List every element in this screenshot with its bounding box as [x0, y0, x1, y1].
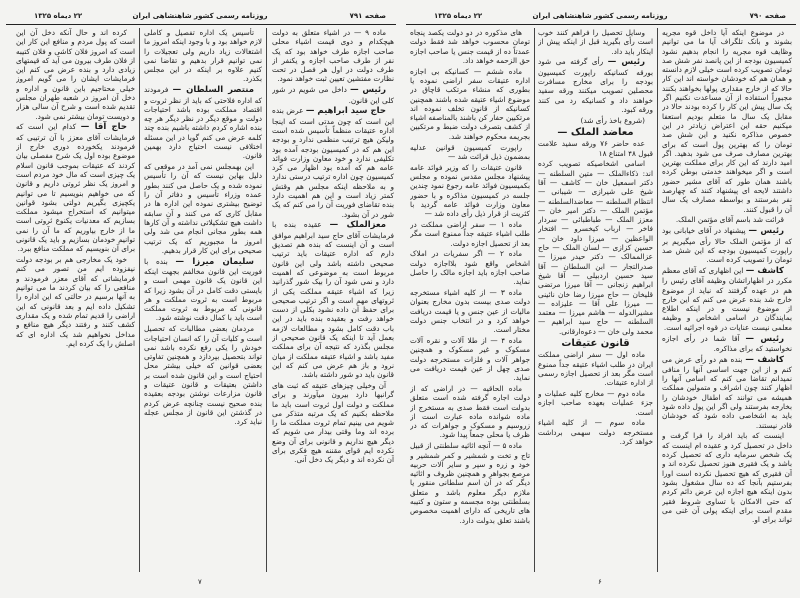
- paragraph: [662, 334, 792, 354]
- paragraph-text: کدام این است که فرمایشات آقای معزز با آن ترتیبی که فرمودند یکخورده دوری خارج از موضوع بوده اول یک شرح مفصلی بیان کردند که عتیقات بموجب قانون اسلام یک چیزی است که مال خود مردم است و امروز یک نظر ثروتی داریم و قانون که می خواهیم بنویسیم تا می توانیم یکچیزی بگیریم دولتی بشود قوانین میتوانیم که استخراج میشود مملکت بسازیم که معدنیات یکنوع ثروتی است ما از خارج بیاوریم که ما آن را نمی توانیم خودمان بسازیم و باید یک قانونی برای آن بنویسیم که مملکت منافع ببرد.: [16, 122, 135, 254]
- paragraph-text: فرمودند که اداره فلاحتی که باید از نظر ثروت و اقتصاد مملکت بوده باشد احتیاجات دولت و موقع دیگر در نظر دیگر هر چه بنده اشاره کردم داشته باشیم بنده چند کلمه عرض می کنم گویا در این مسئله اختلافی نیست احتیاج دارد بهمین قانون.: [144, 85, 262, 161]
- paragraph-text: (شروع باخذ رأی شد): [580, 115, 645, 125]
- paragraph: [410, 384, 530, 440]
- paragraph-text: خود یک مخارجی هم بر بودجه دولت نیفزوده ایم من تصور می کنم فرمایشاتی که آقای معزر فرمودند و منافعی را که بیان کردند ما می توانیم به آنها برسیم در حالتی که این اداره را تشکیل داده ایم و بعد قانونی که این اراضی را قدیم تمام شده و یک مقداری کشف کنند و رفتند دیگر هیچ منافع و مداخل نخواهیم شد یک اداره ای که اصلش را یک کرده ایم.: [16, 255, 135, 348]
- paragraph: [272, 106, 394, 219]
- paragraph-text: عقیده بنده با فرمایشات آقای حاج سید ابراهیم موافق است و آن اینست که بنده هم تصدیق دارم که اداره عتیقات باید ترتیب صحیحی داشته باشد ولی این قانون مربوط است به موضوعی که اهمیت دارد و نمی شود آن را بیک شور گذرانید زیرا که اشیاء عتیقه مملکت یکی از ثروتهای مهم است و اگر ترتیب صحیحی برای حفظ آن داده نشود بکلی از دست خواهد رفت و بعقیده بنده باید در این باب دقت کامل بشود و مطالعات لازمه بعمل آید تا اینکه یک قانون صحیحی از مجلس بگذرد که نتیجه آن برای مملکت مفید باشد و اشیاء عتیقه مملکت از میان نرود و باز هم عرض می کنم که این قانون باید دو شور داشته باشد.: [272, 220, 394, 380]
- paragraph-text: قانون عتیقات را که وزیر فوائد عامه پیشنهاد مجلس مقدس نموده و مجلس بکمیسیون فوائد عامه رجوع نمود چندین جلسه در کمیسیون مذاکره و با حضور معاون وزارت فوائد عامه گردید با کثریت از قرار ذیل رأی داده شد —: [410, 162, 530, 219]
- page-number: صفحه ۷۹۰: [749, 12, 786, 20]
- paragraph-text: اینست که باید افراد را فرا گرفت و داخل در تحصیل کرد و عقیده ام اینست که یک شخص سرمایه داری که تحصیل کرده باشد و یک فقیری هنوز تحصیل نکرده اند و آن فقیری که هیچ تحصیل نکرده است اورا بفرستیم بآنجا که ده سال مشغول بشود بدون اینکه هیچ اجازه این عرض دائم کردم که حتی الامکان با تساوی شروط فقیر مقدم است برای اینکه پولی آن غنی می تواند برای او.: [662, 431, 792, 525]
- paragraph-text: قرائت شد باسم آقای مؤتمن الملک.: [675, 215, 784, 225]
- paragraph: [538, 116, 653, 125]
- paragraph-text: در موضوع اینکه آیا داخل قوه مجریه بشوند و بانک تلگراف آیا ما می توانیم وظایف قوه مجریه را انجام بدهیم نشود کمیسیون بودجه از این پانصد نفر شش صد تومان تصویب کرده است خیلی لازم دانسته و همان هم که خودشان خواسته اند این کار حالا که از خارج مقداری پولها بخواهند بکنند مجبوراً استفاده از آن مساعدت نکنیم اگر یک سال پیش این کار را کرده بودند حالا در مقابل یک سال ما متعلم بودیم استعفا میکنیم حقه این اعتراض زیادتر در این خصوص مذاکره نکنید و این شش صد تومان را که بهترین پول است که برای بهترین مصارف صرف می شود بدهید. اگر امید دارند که این کار برای مملکت بهترین است و اگر میخواهند خدمتی بوطن کرده باشند همان طور که آقای مشیر حضور داشتند لایحه ای پیشنهاد کنند که چهارصد نفر بفرستند و بواسطه مصارف یک سال آن را قبول کنند.: [662, 28, 792, 214]
- paragraph: [144, 28, 262, 84]
- issue-date: ۲۲ دیماه ۱۳۲۵: [34, 12, 83, 20]
- header-rule: [6, 24, 396, 25]
- paragraph-text: ماده سوم — از کلیه اشیاء مستخرجه دولت سهمی برداشت خواهد کرد.: [538, 418, 653, 446]
- paragraph-text: ماده الحاقیه — در اراضی که از دولت اجاره گرفته شده است متعلق بدولت است فقط صدی به مستخرج از ماده شوانده ماده عبارت است از زروسیم و مسکوک و جواهرات که در ظرف یا محلی جمعاً پیدا شود.: [410, 383, 530, 440]
- paragraph: [662, 431, 792, 524]
- paragraph: [410, 441, 530, 525]
- column-divider: [657, 28, 658, 572]
- paragraph-text: ماده ۵ — آنچه اثاثیه سلطنتی از قبیل تاج و تخت و شمشیر و کمر شمشیر و خود و زره و سپر و سایر آلات حربیه مرصع بجواهر و همچنین ظروف و اثاثیه دیگر که در آن اسم سلطانی منقور یا ملازم دیگر معلوم باشد و متعلق بسلطنتی بوده مجسمه و ستون و کتیبه های تاریخی که دارای اهمیت مخصوص باشند تعلق بدولت دارد.: [410, 441, 530, 525]
- text-column: [662, 28, 792, 572]
- paragraph-text: تأسیس یک اداره تفصیل و کاملی لازم خواهد بود و با وجود اینکه امروز ما اشتغالات زیاد داریم ولی تعجیلات را نمی توانیم قرار بدهیم و تقاضا نمی کنیم علاوه بر اینکه در این مجلس بکذرد.: [144, 28, 262, 84]
- paragraph: [272, 28, 394, 84]
- paragraph-text: های مذکوره در دو دولت یکصد پنجاه تومان محسوب خواهد شد فقط دولت عمدتاً ده از قیمت جنس یا صاحب اجازه حق الزحمه خواهد داد.: [410, 28, 530, 65]
- paragraph-text: داخل می شویم در شور کلی این قانون.: [272, 85, 394, 105]
- speaker-name: کاشف —: [745, 265, 784, 276]
- paragraph: [538, 57, 653, 114]
- speaker-name: رئیس —: [745, 333, 785, 344]
- section-heading: معاضد الملک —: [557, 126, 634, 138]
- paragraph: [272, 220, 394, 379]
- paragraph-text: ماده ۳ — از کلیه اشیاء مستخرجه دولت صدی بیست بدون مخارج بعنوان مالیات از عین جنس و یا قیمت دریافت خواهد کرد و در انتخاب جنس دولت مختار است.: [410, 288, 530, 335]
- paragraph-text: این بهمجلس نمی آمد در موقعی که دلیل بهاین نیست که آن را تأسیس نموده شده و یک حاصل می کنند بطور عمده وزراء تأسیس و دفاتر آن را توضیح بیشتری نموده این اداره ها در مقابل کاری که می کنند و آن سابقه داشت هیچ تشکیلاتی نداشته و آن کارها همه بطور مجانی انجام می شد ولی امروز ما مجبوریم که یک ترتیب صحیحی برای این کار قرار بدهیم.: [144, 162, 262, 255]
- paragraph: [144, 85, 262, 160]
- paragraph-text: ماده ۹ — در اشیاء متعلق به دولت هیچکدام و دوی قیمت اشیاء محلی صاحب اجازه طرف خواهد بود که یک نفر از طرف صاحب اجازه و یکنفر از طرف دولت در اول هر فصل در تحت نظارت مفتشین تعیین ثبت خواهد نمود.: [272, 28, 394, 84]
- paragraph: [662, 355, 792, 430]
- paragraph-text: عرض بنده این است که چون مدتی است که اینجا اداره عتیقات منظماً تأسیس شده است ولیکن هیچ ترتیب منظمی ندارد و بودجه این هم که در کمیسیون بودجه آمده بود تکلیفی ندارد و خود معاون وزارت فوائد عامه هم که آمده بود اظهار می کرد کمیسیون چون اداره ترتیب درستی ندارد و به ملاحظه اینکه مجلس هم وقتش کمتر زیاد است و این هم اهمیت دارد بنده تقاضای فوریت آن را می کنم که یک شور در آن بشود.: [272, 106, 394, 219]
- speaker-name: رئیس —: [607, 57, 646, 68]
- paragraph-text: ماده ۱ — سفر اراضی مملکت در طلب اشیاء عتیقه جداً ممنوع است مگر بعد از تحصیل اجازه دولت.: [410, 219, 530, 248]
- text-column: [16, 28, 135, 572]
- speaker-name: رئیس —: [748, 226, 784, 237]
- header-rule: [406, 24, 796, 25]
- paragraph-text: رأی گرفته می شود بورقه کسانیکه راپورت کمیسیون بودجه را برای مخارج مسافرت محصلین تصویب میکنند ورقه سفید خواهند داد و کسانیکه رد می کنند ورقه کبود.: [538, 57, 653, 114]
- paragraph-text: آقا شما در رأی اجازه نخواستید که برای مذاکره.: [662, 333, 792, 353]
- text-column: [538, 28, 653, 572]
- paragraph-text: ماده ۲ — اگر سفریات در املاک اشخاص واقع شود بلااجازه دولت صاحب اجازه باید اجازه مالک را حاصل نماید.: [410, 249, 530, 287]
- page-footer-number: ۷: [198, 578, 202, 586]
- newspaper-title: روزنامه رسمی کشور شاهنشاهی ایران: [132, 12, 268, 20]
- page-number: صفحه ۷۹۱: [349, 12, 386, 20]
- paragraph: [272, 85, 394, 105]
- paragraph: [410, 220, 530, 248]
- page-header: [406, 12, 794, 24]
- speaker-name: سلیمان میرزا —: [175, 256, 254, 267]
- speaker-name: منتصر السلطان —: [172, 85, 254, 96]
- paragraph-text: بنده هم دو رأی عرض می کنم و از این جهت اساسی آنها را منافی نمیدانم تقاضا می کنم که اسامی آنها را اظهار کنند چون اشراف و متمولین مملکت همیشه می توانند که اطفال خودشان را بخارجه بفرستند ولی اگر این پول داده شود باید به اشخاصی داده شود که خودشان قادر نیستند.: [662, 354, 792, 430]
- paragraph: [16, 255, 135, 348]
- text-column: [144, 28, 262, 572]
- column-divider: [266, 28, 267, 572]
- paragraph: [410, 249, 530, 286]
- paragraph-text: پیشنهاد در آقای خیابانی بود که از مؤتمن الملک حالا رأی میگیریم بر راپورت کمیسیون بودجه که این شش صد تومان را تصویب کرده است.: [662, 226, 792, 265]
- paragraph-text: راپورت کمیسیون قوانین عدلیه بمضمون ذیل قرائت شد —: [410, 142, 530, 161]
- paragraph-text: ماده دوم — مخارج کلیه عملیات و جزء عملیات بعهده صاحب اجازه است.: [538, 388, 653, 417]
- paragraph-text: کرده اند و حال آنکه دخل آن این است که پول مردم و منافع این کار این است که امروز فلان کاشی و فلان کتیبه از فلان طرف بیرون می آید که قیمتهای زیادی دارد و بنده عرض می کنم این فرمایشات ایشان را می گویم امروز خیلی محتاجیم باین قانون و اداره و دخل آن امروز در شعبه طهران مجلس تقدیم شده است و شرح آن سالی هزار و دویست تومان بیشتر نمی شود.: [16, 28, 135, 121]
- paragraph: [144, 162, 262, 255]
- paragraph: [16, 28, 135, 121]
- paragraph: [410, 67, 530, 141]
- speaker-name: حاج آقا —: [80, 122, 127, 133]
- paragraph: [410, 143, 530, 162]
- text-column: [410, 28, 530, 572]
- speaker-name: کاشف —: [745, 354, 784, 365]
- page-header: [6, 12, 394, 24]
- paragraph-text: ماده ۴ — از طلا آلات و نقره آلات مسکوک و غیر مسکوک و همچنین جواهر آلات و فلزات مستخرجه دولت صدی چهل از عین قیمت دریافت می نماید.: [410, 336, 530, 383]
- paragraph: [410, 288, 530, 334]
- section-heading: قانون عتیقات: [561, 338, 630, 349]
- paragraph-text: اسامی اشخاصیکه تصویب کرده اند: ذکاءالملک — متین السلطنه — دکتر اسمعیل خان — کاشف — آقا شیخ علی شیرازی — شیبانی — انتظام السلطنه — معاضدالسلطنه — مؤتمن الملک — دکتر امیر خان — معزز الملک — طباطبائی — سردار فاخر — ارباب کیخسرو — افتخار الواعظین — میرزا داود خان — حسین کزازی — لسان الملک — حاج عزالممالک — دکتر حیدر میرزا — صدرالتجار — ابن السلطان — آقا سید حسین اردبیلی — آقا شیخ ابراهیم زنجانی — آقا میرزا مرتضی قلیخان — حاج میرزا رضا خان نائینی — میرزا علی آقا — علیزاده — مشیرالدوله — هاشم میرزا — معتمد السلطنه — حاج سید ابراهیم — محمد ولی خان — دعوه‌ارقانی.: [538, 159, 653, 336]
- paragraph: [538, 418, 653, 446]
- paragraph: [538, 139, 653, 158]
- paragraph: [410, 336, 530, 382]
- paragraph-text: وسایل تحصیل را فراهم کنند خوب است رأی بگیرید قبل از اینکه پیش از اینکار باید داد.: [538, 28, 653, 56]
- paragraph: [662, 215, 792, 224]
- paragraph: [144, 324, 262, 426]
- page-footer-number: ۶: [598, 578, 602, 586]
- text-column: [272, 28, 394, 572]
- paragraph: [272, 381, 394, 465]
- paragraph-text: این اظهاری که آقای معظم مکرر در اظهاراتشان وظیفه آقای رئیس را هم در عهده گرفتند که نباید از موضوع خارج شد بنده عرض می کنم که این خارج از موضوع نیست و در اینکه اطلاع بمایندگان در اسامی اشخاص و وظیفه معلمی نیست عنایات در قوه اجرائیه است.: [662, 265, 792, 332]
- page-790: [400, 0, 800, 598]
- paragraph-text: ماده اول — سفر اراضی مملکت ایران در طلب اشیاء عتیقه جداً ممنوع است مگر بعد از تحصیل اجازه رسمی از اداره عتیقات.: [538, 350, 653, 388]
- column-divider: [139, 28, 140, 572]
- paragraph: [662, 266, 792, 332]
- newspaper-title: روزنامه رسمی کشور شاهنشاهی ایران: [532, 12, 668, 20]
- column-divider: [534, 28, 535, 572]
- paragraph-text: بنده با فوریت این قانون مخالفم بجهت اینکه این قانون یک قانون مهمی است و بایستی دقت کامل در آن بشود زیرا که مربوط است به ثروت مملکت و هر قانونی که مربوط به ثروت مملکت است باید با کمال دقت نوشته شود.: [144, 256, 262, 323]
- paragraph: [16, 122, 135, 253]
- paragraph: [662, 226, 792, 264]
- paragraph: [538, 28, 653, 56]
- speaker-name: حاج سید ابراهیم —: [305, 106, 386, 117]
- paragraph: [538, 159, 653, 336]
- paragraph: [410, 163, 530, 219]
- speaker-name: رئیس —: [350, 85, 386, 96]
- paragraph: [410, 28, 530, 65]
- issue-date: ۲۲ دیماه ۱۳۲۵: [434, 12, 483, 20]
- paragraph: [144, 257, 262, 323]
- paragraph: [538, 389, 653, 417]
- paragraph-text: مردمان بعضی مطالبات که تحصیل است و کلیات آن را که انسان احتیاجات خودش را یکی رفع نکرده باشد نمی تواند بتحصیل بپردازد و همچنین تفاوتی بعضی قوانین که خیلی بیشتر محل احتیاج است و این قانون شده است بر داشتن بعتیقات و قانون عتیقات و قانون مزارعات نوشتن بودجه بعقیده بنده صحیح نیست چنانچه عرض کردم در گذشتن این قانون از مجلس عجله نباید کرد.: [144, 324, 262, 427]
- paragraph-text: عده حاضر ۷۶ ورقه سفید علامت قبول ۴۸ امتناع ۱۸: [538, 139, 653, 158]
- paragraph: [662, 28, 792, 214]
- paragraph-text: آن وخیلی چیزهای عتیقه که ثبت های گرانبها دارد بیرون میآورند و برای مملکت و دولت اول ثروت است باید ما ملاحظه بکنیم که یک مرتبه متذکر می شویم می بینیم تمام ثروت مملکت ما را برده اند وما وقتی بیدار می شویم که دیگر هیچ نداریم و قانونی برای آن وضع نکرده ایم قوای مقننه هیچ فکری برای آن نکرده اند و دیگر یک دخل آنی.: [272, 380, 394, 465]
- speaker-name: معزالملک —: [329, 220, 386, 231]
- paragraph-text: ماده ششم — کسانیکه بی اجازه اداره عتیقات سفر اراضی نموده یا بطوری که منشاء مرتکب قاچاق در موضوع اشیاء عتیقه شده باشند همچنین کسانیکه از قانون تخلف نموده اند مرتکبین حفار کن باشند بالمناصفه اشیاء از کشف بتصرف دولت ضبط و مرتکبین بجریمه محکوم خواهند شد.: [410, 66, 530, 141]
- paragraph: [538, 350, 653, 387]
